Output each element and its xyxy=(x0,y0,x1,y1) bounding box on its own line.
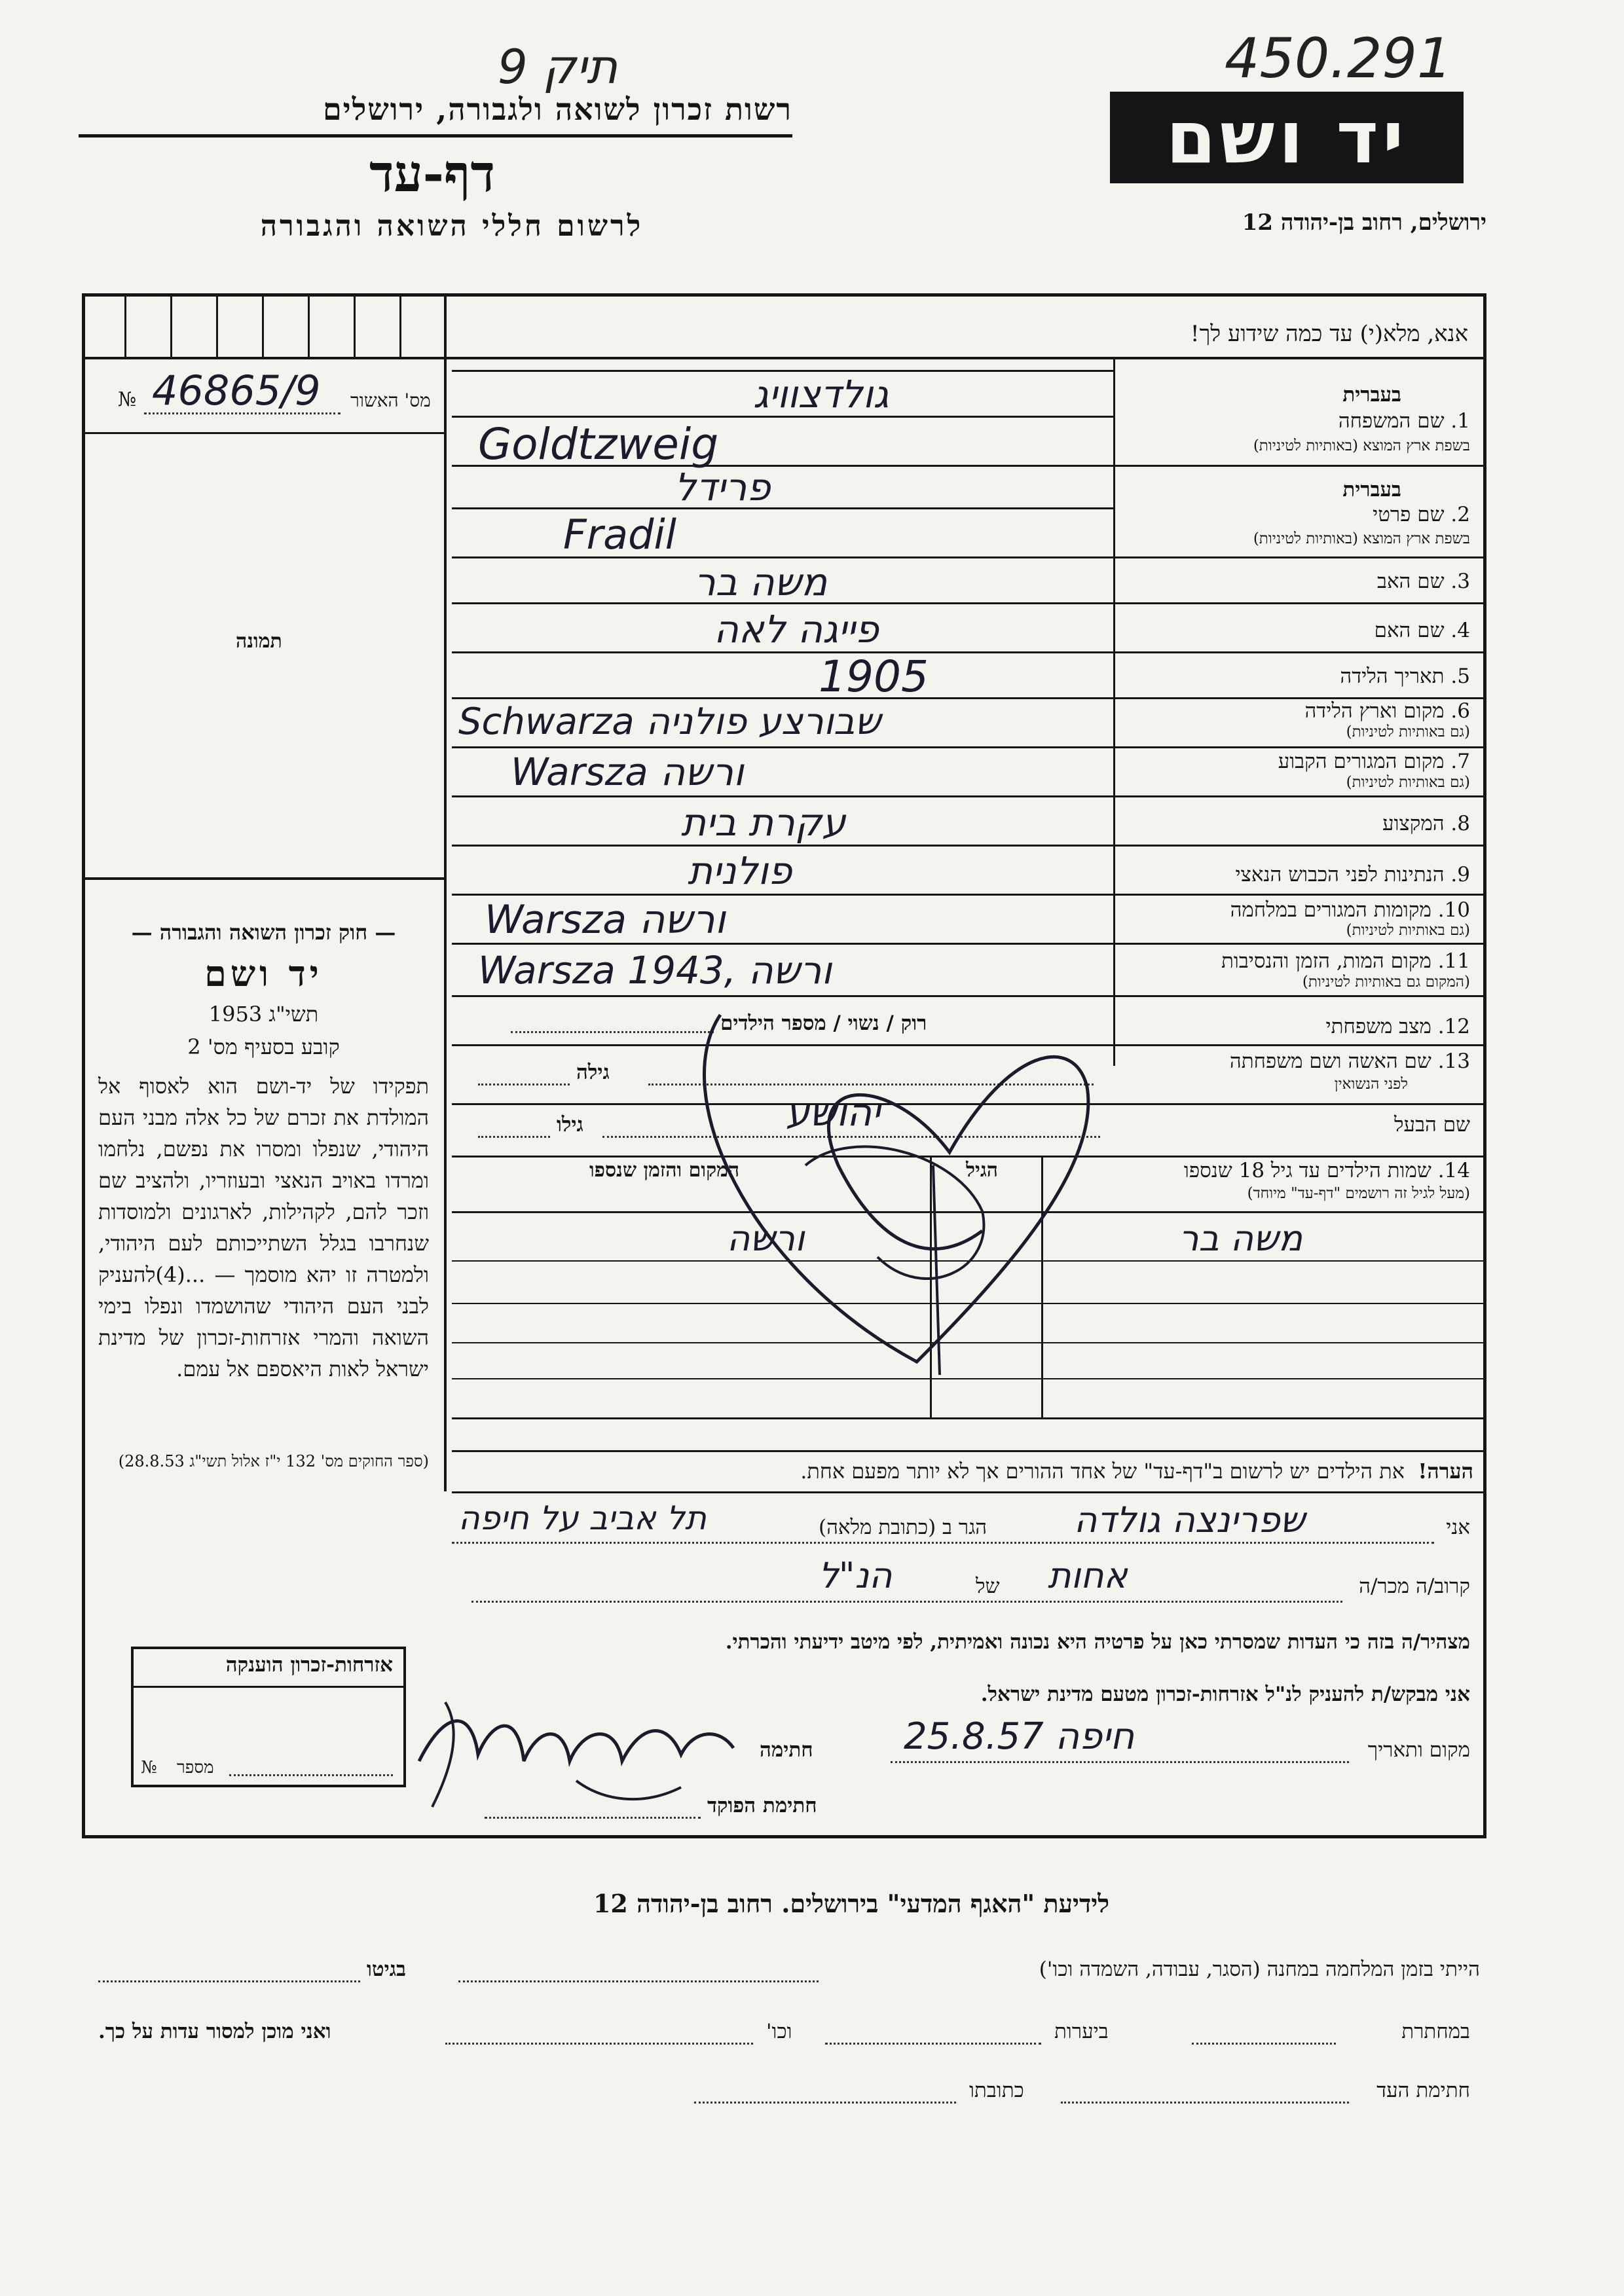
org-underline xyxy=(79,134,792,137)
field-2-label: 2. שם פרטי xyxy=(1373,503,1470,526)
approval-number: 46865/9 xyxy=(152,367,321,414)
approval-number-symbol: № xyxy=(118,388,137,411)
children-sub: (מעל לגיל זה רושמים "דף-עד" מיוחד) xyxy=(1247,1185,1470,1202)
of-value: הנ"ל xyxy=(819,1555,893,1596)
field-6-label: 6. מקום וארץ הלידה xyxy=(1304,699,1470,723)
citizenship-number-symbol: № xyxy=(141,1758,157,1777)
field-1-sub: בשפת ארץ המוצא (באותיות לטיניות) xyxy=(1253,437,1470,454)
doc-title: דף-עד xyxy=(369,144,495,204)
field-8-value: עקרת בית xyxy=(681,800,846,845)
archive-title: לידיעת "האגף המדעי" בירושלים. רחוב בן-יהודה 12 xyxy=(593,1889,1110,1918)
field-5-label: 5. תאריך הלידה xyxy=(1340,665,1470,688)
law-name: יד ושם xyxy=(204,953,323,994)
husband-label: שם הבעל xyxy=(1394,1113,1470,1137)
field-2-value-hebrew: פרידל xyxy=(674,465,771,509)
relation-value: אחות xyxy=(1048,1555,1128,1596)
declarant-address: תל אביב על חיפה xyxy=(458,1499,707,1537)
law-reference: (ספר החוקים מס' 132 י"ז אלול תשי"ג 28.8.53) xyxy=(118,1452,429,1470)
handwritten-scribble xyxy=(642,995,1179,1388)
field-4-label: 4. שם האם xyxy=(1374,619,1470,642)
field-8-label: 8. המקצוע xyxy=(1382,812,1470,835)
field-13-label: 13. שם האשה ושם משפחתה xyxy=(1229,1049,1470,1073)
note: הערה! את הילדים יש לרשום ב"דף-עד" של אחד ההורים אך לא יותר מפעם אחת. xyxy=(800,1459,1473,1484)
field-3-value: משה בר xyxy=(694,560,828,604)
handwritten-file-number: תיק 9 xyxy=(498,39,618,94)
declarant-name: שפרינצה גולדה xyxy=(1074,1499,1306,1540)
field-11-sub: (המקום גם באותיות לטיניות) xyxy=(1302,974,1470,991)
signature-label: חתימה xyxy=(760,1738,813,1762)
field-12-options: רוק / נשוי / מספר הילדים xyxy=(720,1011,927,1035)
field-13-sub: לפני הנשואין xyxy=(1334,1076,1408,1093)
org-line: רשות זכרון לשואה ולגבורה, ירושלים xyxy=(322,92,792,127)
archive-line-1: הייתי בזמן המלחמה במחנה (הסגר, עבודה, השמדה וכו') xyxy=(1039,1958,1480,1981)
address: ירושלים, רחוב בן-יהודה 12 xyxy=(1242,210,1486,236)
archive-testimony-statement: ואני מוכן למסור עדות על כך. xyxy=(98,2020,331,2043)
field-7-value: Warsza ורשה xyxy=(511,750,744,794)
field-2-sub: בשפת ארץ המוצא (באותיות לטיניות) xyxy=(1253,530,1470,547)
field-11-value: Warsza 1943, ורשה xyxy=(478,948,832,993)
yad-vashem-logo: יד ושם xyxy=(1110,92,1464,183)
declarant-signature xyxy=(406,1683,747,1827)
child-1-place: ורשה xyxy=(727,1218,805,1259)
field-1-value-hebrew: גולדצוויג xyxy=(753,372,889,416)
field-10-value: Warsza ורשה xyxy=(485,897,726,943)
husband-value: יהושע xyxy=(786,1090,881,1135)
citizenship-number-label: מספר xyxy=(177,1758,214,1777)
relative-label: קרוב/ה מכר/ה xyxy=(1359,1575,1470,1598)
law-year: תשי"ג 1953 xyxy=(208,1002,319,1027)
husband-age-label: גילו xyxy=(557,1113,583,1137)
archive-forests-label: ביערות xyxy=(1054,2020,1109,2043)
place-date-label: מקום ותאריך xyxy=(1367,1738,1470,1762)
declarant-line: אני xyxy=(1446,1516,1470,1539)
field-10-sub: (גם באותיות לטיניות) xyxy=(1346,922,1470,939)
archive-ghetto-label: בגיטו xyxy=(367,1958,406,1981)
left-panel-divider xyxy=(444,293,447,1491)
wife-age-label: גילה xyxy=(576,1061,610,1084)
place-date-value: חיפה 25.8.57 xyxy=(904,1715,1135,1758)
law-section: קובע בסעיף מס' 2 xyxy=(187,1034,340,1059)
children-col-age: הגיל xyxy=(966,1159,999,1182)
field-6-value: Schwarza שבורצע פולניה xyxy=(458,701,881,743)
citizenship-request: אני מבקש/ת להעניק לנ"ל אזרחות-זכרון מטעם מדינת ישראל. xyxy=(980,1683,1470,1706)
child-1-name: משה בר xyxy=(1179,1218,1303,1259)
field-4-value: פייגה לאה xyxy=(714,607,879,651)
field-6-sub: (גם באותיות לטיניות) xyxy=(1346,723,1470,740)
archive-underground-label: במחתרת xyxy=(1401,2020,1470,2043)
children-label: 14. שמות הילדים עד גיל 18 שנספו xyxy=(1183,1159,1470,1182)
declarant-resides-label: הגר ב (כתובת מלאה) xyxy=(819,1516,987,1539)
field-9-label: 9. הנתינות לפני הכבוש הנאצי xyxy=(1235,863,1470,886)
official-signature-label: חתימת הפוקד xyxy=(707,1794,817,1817)
fill-instruction: אנא, מלא(י) עד כמה שידוע לך! xyxy=(1190,321,1468,347)
archive-address-label: כתובתו xyxy=(969,2079,1024,2102)
field-11-label: 11. מקום המות, הזמן והנסיבות xyxy=(1221,949,1470,973)
photo-label: תמונה xyxy=(236,630,282,653)
field-2-value-latin: Fradil xyxy=(563,511,676,558)
doc-subtitle: לרשום חללי השואה והגבורה xyxy=(260,210,644,243)
field-7-sub: (גם באותיות לטיניות) xyxy=(1346,774,1470,791)
field-5-value: 1905 xyxy=(819,651,929,702)
children-col-place: המקום והזמן שנספו xyxy=(589,1159,740,1182)
citizenship-box-title: אזרחות-זכרון הוענקה xyxy=(225,1653,393,1677)
archive-witness-signature-label: חתימת העד xyxy=(1376,2079,1470,2102)
hebrew-label-1: בעברית xyxy=(1342,383,1401,407)
law-text: תפקידו של יד-ושם הוא לאסוף אל המולדת את זכרם של כל אלה מבני העם היהודי, שנפלו ומסרו את נפשם, נלחמו ומרדו באויב הנאצי ובעוזריו, ולהציב שם וזכר להם, לקהילות, לארגונים ולמוסדות שנחרבו בגלל השתייכותם לעם היהודי, ולמטרה זו יהא מוסמך — ...(4)להעניק לבני העם היהודי שהושמדו ונפלו בימי השואה והמרי אזרחות-זכרון של מדינת ישראל לאות היאספם אל עמם. xyxy=(98,1074,429,1381)
field-1-value-latin: Goldtzweig xyxy=(478,419,719,469)
law-heading: — חוק זכרון השואה והגבורה — xyxy=(131,920,396,945)
archive-etc-label: וכו' xyxy=(766,2020,792,2043)
handwritten-archive-number: 450.291 xyxy=(1225,26,1452,90)
field-7-label: 7. מקום המגורים הקבוע xyxy=(1278,750,1470,773)
field-12-label: 12. מצב משפחתי xyxy=(1325,1015,1470,1038)
hebrew-label-2: בעברית xyxy=(1342,478,1401,501)
declaration-text: מצהיר/ה בזה כי העדות שמסרתי כאן על פרטיה היא נכונה ואמיתית, לפי מיטב ידיעתי והכרתי. xyxy=(725,1630,1470,1654)
field-3-label: 3. שם האב xyxy=(1377,570,1470,593)
approval-prefix: מס' האשור xyxy=(350,390,431,411)
of-label: של xyxy=(976,1575,1000,1598)
field-10-label: 10. מקומות המגורים במלחמה xyxy=(1230,898,1470,922)
field-9-value: פולנית xyxy=(688,848,792,893)
field-1-label: 1. שם המשפחה xyxy=(1338,409,1470,433)
